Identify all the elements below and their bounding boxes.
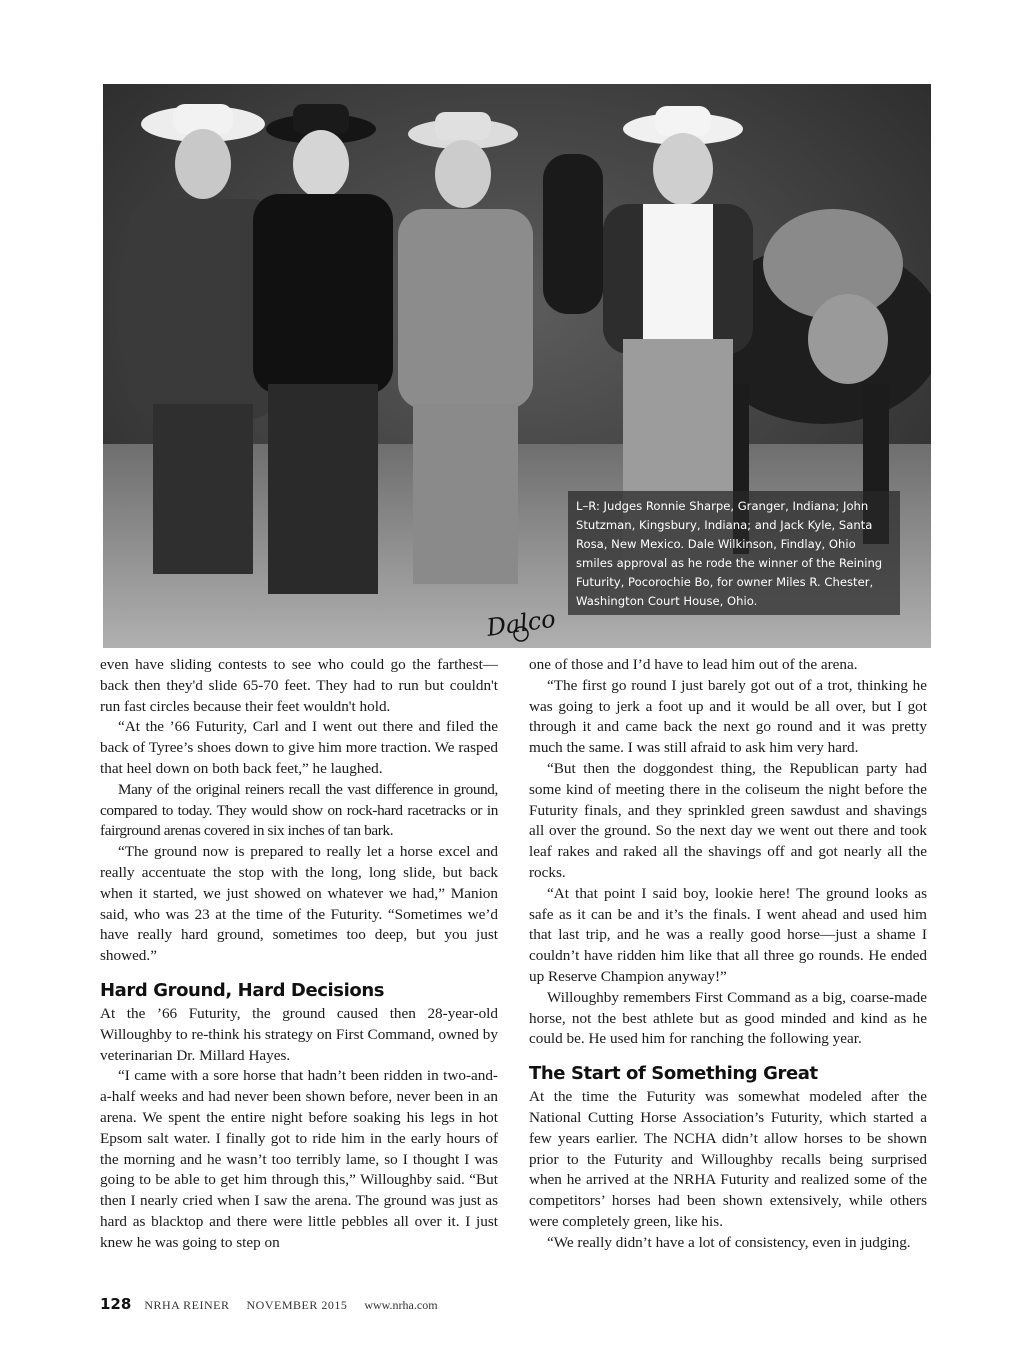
publication-name: NRHA REINER <box>144 1298 230 1312</box>
paragraph: At the time the Futurity was somewhat modeled after the National Cutting Horse Association’s Futurity, which started a few years earlier. The NCHA didn’t allow horses to be shown prior to the Futurity and Willoughby recalls being surprised when he arrived at the NRHA Futurity and realized some of the competitors’ horses had been shown extensively, while others were completely green, like his. <box>529 1088 927 1230</box>
paragraph: “We really didn’t have a lot of consistency, even in judging. <box>547 1233 911 1251</box>
website-link[interactable]: www.nrha.com <box>364 1298 438 1312</box>
paragraph: At the ’66 Futurity, the ground caused then 28-year-old Willoughby to re-think his strategy on First Command, owned by veterinarian Dr. Millard Hayes. <box>100 1004 498 1064</box>
section-heading: Hard Ground, Hard Decisions <box>100 979 385 1001</box>
issue-date: NOVEMBER 2015 <box>246 1298 348 1312</box>
photo-signature: Dalco <box>484 604 558 642</box>
page-footer <box>100 1295 438 1313</box>
paragraph: “But then the doggondest thing, the Republican party had some kind of meeting there in the coliseum the night before the Futurity finals, and they sprinkled green sawdust and shavings all over the ground. So the next day we went out there and took leaf rakes and raked all the shavings off and got nearly all the rocks. <box>529 759 927 881</box>
right-column <box>529 655 927 1254</box>
paragraph: “At that point I said boy, lookie here! The ground looks as safe as it can be and it’s the finals. I went ahead and used him that last trip, and he was a really good horse—just a shame I couldn’t have ridden him like that all three go rounds. He ended up Reserve Champion anyway!” <box>529 884 927 985</box>
photo-caption: L–R: Judges Ronnie Sharpe, Granger, Indiana; John Stutzman, Kingsbury, Indiana; and Jack Kyle, Santa Rosa, New Mexico. Dale Wilkinson, Findlay, Ohio smiles approval as he rode the winner of the Reining Futurity, Pocorochie Bo, for owner Miles R. Chester, Washington Court House, Ohio. <box>568 491 900 615</box>
left-column <box>100 655 498 1254</box>
page-number: 128 <box>100 1295 132 1313</box>
paragraph: “The first go round I just barely got out of a trot, thinking he was going to jerk a foot up and it would be all over, but I got through it and came back the next go round and it was pretty much the same. I was still afraid to ask him very hard. <box>529 676 927 757</box>
paragraph: “I came with a sore horse that hadn’t been ridden in two-and-a-half weeks and had never been shown before, never been in an arena. We spent the entire night before soaking his legs in hot Epsom salt water. I finally got to ride him in the early hours of the morning and he wasn’t too terribly lame, so I thought I was going to be able to get him through this,” Willoughby said. “But then I nearly cried when I saw the arena. The ground was just as hard as blacktop and there were little pebbles all over it. I just knew he was going to step on <box>100 1067 498 1251</box>
paragraph: Willoughby remembers First Command as a big, coarse-made horse, not the best athlete but as good minded and kind as he could be. He used him for ranching the following year. <box>529 988 927 1048</box>
section-heading: The Start of Something Great <box>529 1063 818 1085</box>
paragraph: one of those and I’d have to lead him out of the arena. <box>529 656 858 673</box>
paragraph: “At the ’66 Futurity, Carl and I went out there and filed the back of Tyree’s shoes down to give him more traction. We rasped that heel down on both back feet,” he laughed. <box>100 718 498 777</box>
historic-photo <box>103 84 931 648</box>
paragraph: “The ground now is prepared to really let a horse excel and really accentuate the stop with the long, long slide, but back when it started, we just showed on whatever we had,” Manion said, who was 23 at the time of the Futurity. “Sometimes we’d have really hard ground, sometimes too deep, but you just showed.” <box>100 843 498 965</box>
paragraph: Many of the original reiners recall the vast difference in ground, compared to today. They would show on rock-hard racetracks or in fairground arenas covered in six inches of tan bark. <box>100 780 498 840</box>
paragraph: even have sliding contests to see who could go the farthest— back then they'd slide 65-70 feet. They had to run but couldn't run fast circles because their feet wouldn't hold. <box>100 656 498 715</box>
